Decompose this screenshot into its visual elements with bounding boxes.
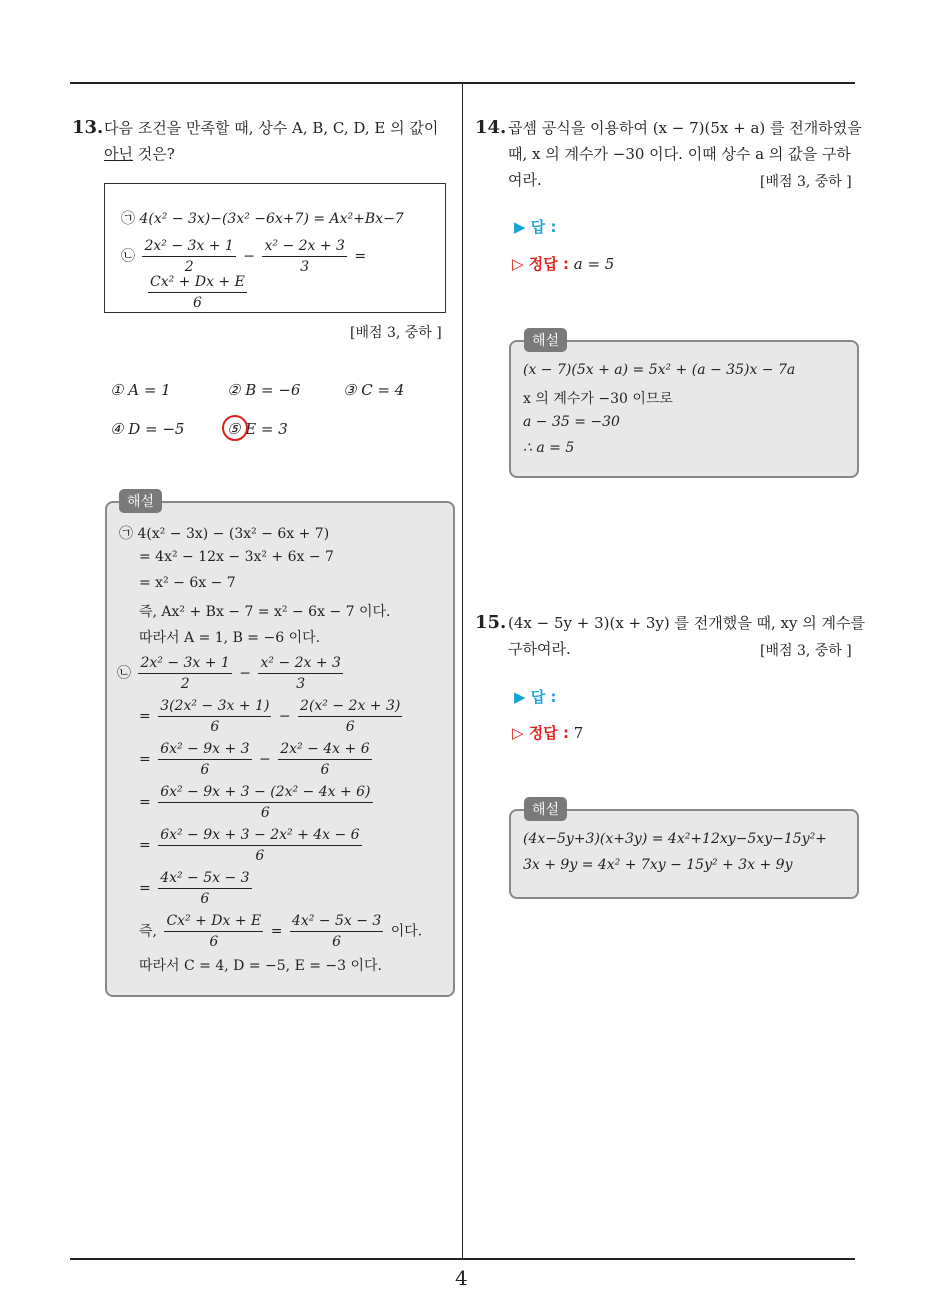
q13-choice-1[interactable]: ① A = 1: [110, 381, 171, 399]
q13-sol-step5: = $\frac{\text{6x² − 9x + 3 − 2x² + 4x − 6}}{6}$: [139, 827, 360, 864]
q13-cond1: [121, 208, 404, 228]
q15-sol-l1: (4x−5y+3)(x+3y) = 4x²+12xy−5xy−15y²+: [523, 831, 827, 847]
q13-points: [배점 3, 중하 ]: [350, 325, 442, 341]
q14-correct: [512, 253, 614, 274]
q15-correct: [512, 722, 583, 743]
q14-correct-label: ▷ 정답 :: [512, 255, 569, 273]
q13-choice-3[interactable]: ③ C = 4: [343, 381, 405, 399]
page-number: 4: [455, 1266, 468, 1290]
cond2-frac3: $\frac{\text{Cx² + Dx + E}}{6}$: [150, 274, 245, 311]
answer-circle-mark: [222, 415, 248, 441]
q13-sol-l1: ㉠ 4(x² − 3x) − (3x² − 6x + 7): [119, 526, 330, 542]
q15-solution-box: [509, 809, 859, 899]
q13-sol-step4: = $\frac{\text{6x² − 9x + 3 − (2x² − 4x + 6)}}{6}$: [139, 784, 371, 821]
q15-answer-label: ▶ 답 :: [514, 688, 557, 706]
q13-sol-l5: 따라서 A = 1, B = −6 이다.: [139, 630, 321, 646]
cond1-mark: ㉠: [121, 211, 135, 227]
q14-number: 14.: [475, 117, 507, 138]
q14-sol-l4: ∴ a = 5: [523, 440, 575, 456]
q13-sol-step3: = $\frac{\text{6x² − 9x + 3}}{6}$ − $\frac{\text{2x² − 4x + 6}}{6}$: [139, 741, 370, 778]
q13-solution-tag: 해설: [119, 489, 162, 513]
q14-points: [배점 3, 중하 ]: [760, 174, 852, 190]
q14-stem-l3: 여라.: [508, 171, 542, 189]
cond2-frac2: $\frac{\text{x² − 2x + 3}}{3}$: [264, 238, 345, 275]
q15-stem-l1: (4x − 5y + 3)(x + 3y) 를 전개했을 때, xy 의 계수를: [508, 614, 865, 632]
q13-underlined-word: 아닌: [104, 145, 133, 163]
q14-stem-l2: 때, x 의 계수가 −30 이다. 이때 상수 a 의 값을 구하: [508, 145, 851, 163]
q13-stem-line1: 다음 조건을 만족할 때, 상수 A, B, C, D, E 의 값이: [104, 119, 439, 137]
q14-stem-l1: 곱셈 공식을 이용하여 (x − 7)(5x + a) 를 전개하였을: [508, 119, 862, 137]
q13-stem-rest: 것은?: [132, 145, 175, 163]
q13-stem-line2: [104, 141, 175, 167]
q15-sol-l2: 3x + 9y = 4x² + 7xy − 15y² + 3x + 9y: [523, 857, 793, 873]
q14-sol-l2: x 의 계수가 −30 이므로: [523, 391, 673, 407]
q13-sol-step2: = $\frac{\text{3(2x² − 3x + 1)}}{6}$ − $\frac{\text{2(x² − 2x + 3)}}{6}$: [139, 698, 401, 735]
q15-number: 15.: [475, 612, 507, 633]
q13-sol-l3: = x² − 6x − 7: [139, 575, 236, 591]
q15-correct-value: 7: [573, 724, 584, 742]
bottom-rule: [70, 1258, 855, 1260]
q14-solution-tag: 해설: [524, 328, 567, 352]
q14-answer-label: ▶ 답 :: [514, 218, 557, 236]
q13-sol-l2: = 4x² − 12x − 3x² + 6x − 7: [139, 549, 334, 565]
q15-stem-l2: 구하여라.: [508, 640, 571, 658]
q13-sol-final: 즉, $\frac{\text{Cx² + Dx + E}}{6}$ = $\frac{\text{4x² − 5x − 3}}{6}$ 이다.: [139, 913, 423, 950]
q13-number: 13.: [72, 117, 104, 138]
q14-correct-value: a = 5: [573, 255, 615, 273]
q13-choice-4[interactable]: ④ D = −5: [110, 420, 185, 438]
q15-correct-label: ▷ 정답 :: [512, 724, 569, 742]
q14-sol-l1: (x − 7)(5x + a) = 5x² + (a − 35)x − 7a: [523, 362, 796, 378]
q13-sol-l4: 즉, Ax² + Bx − 7 = x² − 6x − 7 이다.: [139, 604, 391, 620]
q14-solution-box: [509, 340, 859, 478]
q13-choice-5[interactable]: ⑤ E = 3: [227, 420, 288, 438]
q13-cond2: ㉡ $\frac{\text{2x² − 3x + 1}}{2}$ − $\frac{\text{x² − 2x + 3}}{3}$ =: [121, 238, 367, 275]
q14-sol-l3: a − 35 = −30: [523, 414, 620, 430]
cond2-mark: ㉡: [121, 248, 135, 265]
q13-cond2-rhs: [145, 272, 250, 313]
cond1-expr: 4(x² − 3x)−(3x² −6x+7) = Ax²+Bx−7: [139, 211, 404, 227]
q13-sol-last: 따라서 C = 4, D = −5, E = −3 이다.: [139, 958, 383, 974]
column-divider: [462, 84, 463, 1260]
q13-choice-2[interactable]: ② B = −6: [227, 381, 301, 399]
q13-solution-box: [105, 501, 455, 997]
q13-sol-step6: = $\frac{\text{4x² − 5x − 3}}{6}$: [139, 870, 250, 907]
q15-points: [배점 3, 중하 ]: [760, 643, 852, 659]
q15-solution-tag: 해설: [524, 797, 567, 821]
cond2-frac1: $\frac{\text{2x² − 3x + 1}}{2}$: [144, 238, 234, 275]
q13-conditions-box: [104, 183, 446, 313]
q13-sol-step1: ㉡ $\frac{\text{2x² − 3x + 1}}{2}$ − $\frac{\text{x² − 2x + 3}}{3}$: [117, 655, 341, 692]
